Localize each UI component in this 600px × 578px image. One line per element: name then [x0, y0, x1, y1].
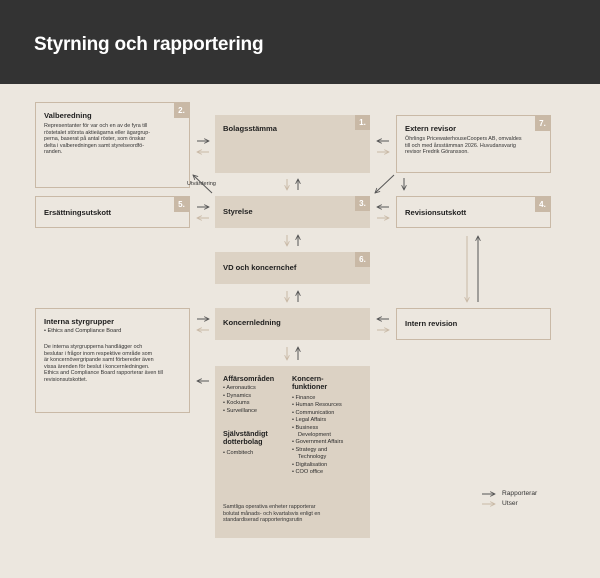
koncernfunktioner-item: • COO office	[292, 469, 343, 476]
koncernfunktioner-item: • Digitalisation	[292, 462, 343, 469]
styrelse-title: Styrelse	[223, 207, 253, 216]
operations-note-line: Samtliga operativa enheter rapporterar	[223, 504, 316, 510]
valberedning-desc-line: perna, baserat på antal röster, som önskar	[44, 136, 146, 143]
koncernfunktioner-title-line: funktioner	[292, 382, 328, 392]
dotterbolag-title-line: dotterbolag	[223, 437, 263, 447]
valberedning-desc-line: randen.	[44, 149, 63, 156]
legend-owns-label: Utser	[502, 500, 518, 507]
operations-note-line: bolutat månads- och kvartalsvis enligt en	[223, 510, 321, 517]
bolagsstamma-number: 1.	[355, 115, 370, 130]
dotterbolag-item: • Combitech	[223, 450, 253, 458]
koncernfunktioner-item: • Human Resources	[292, 402, 343, 409]
revisionsutskott-number: 4.	[535, 197, 550, 212]
affarsomraden-item: • Surveillance	[223, 408, 257, 416]
extern-revisor-desc-line: Öhrlings PricewaterhouseCoopers AB, omvaldes	[405, 136, 522, 142]
interna-desc-line: är koncernövergripande samt förbereder även	[44, 357, 154, 364]
interna-title: Interna styrgrupper	[44, 317, 115, 326]
interna-desc-line: De interna styrgrupperna handlägger och	[44, 344, 143, 350]
styrelse-number: 3.	[355, 196, 370, 211]
affarsomraden-title: Affärsområden	[223, 374, 275, 383]
koncernfunktioner-title-line: Koncern-	[292, 374, 324, 383]
koncernfunktioner-item: • Finance	[292, 395, 343, 402]
ersattningsutskott-number: 5.	[174, 197, 189, 212]
valberedning-desc-line: Representanter för var och en av de fyra till	[44, 123, 148, 129]
arrow-revisor-diagonal	[375, 175, 394, 193]
interna-desc-line: Ethics and Compliance Board rapporterar även till	[44, 370, 163, 377]
legend-reports-label: Rapporterar	[502, 490, 538, 497]
intern-revision-title: Intern revision	[405, 319, 458, 328]
valberedning-desc-line: delta i valberedningen samt styrelseordfö-	[44, 142, 145, 149]
interna-list-item: • Ethics and Compliance Board	[44, 328, 121, 336]
extern-revisor-desc-line: till och med årsstämman 2026. Huvudansvarig	[405, 142, 516, 149]
extern-revisor-desc-line: revisor Fredrik Göransson.	[405, 149, 469, 156]
vd-number: 6.	[355, 252, 370, 267]
koncernfunktioner-item: • Strategy and	[292, 447, 343, 454]
vd-title: VD och koncernchef	[223, 263, 297, 272]
revisionsutskott-title: Revisionsutskott	[405, 208, 467, 217]
bolagsstamma-title: Bolagsstämma	[223, 124, 278, 133]
koncernfunktioner-item-cont: Technology	[298, 454, 327, 461]
affarsomraden-item: • Dynamics	[223, 393, 257, 401]
valberedning-number: 2.	[174, 103, 189, 118]
koncernfunktioner-item: • Legal Affairs	[292, 417, 343, 424]
dotterbolag-title-line: Självständigt	[223, 429, 268, 438]
extern-revisor-title: Extern revisor	[405, 124, 457, 133]
koncernfunktioner-item-cont: Development	[298, 432, 331, 439]
koncernfunktioner-item: • Government Affairs	[292, 439, 343, 446]
arrow-utvardering	[193, 175, 212, 193]
affarsomraden-item: • Aeronautics	[223, 385, 257, 393]
koncernfunktioner-item: • Business	[292, 425, 343, 432]
utvardering-label: Utvärdering	[187, 181, 216, 187]
operations-note-line: standardiserad rapporteringsrutin	[223, 517, 303, 524]
extern-revisor-number: 7.	[535, 116, 550, 131]
koncernfunktioner-item: • Communication	[292, 410, 343, 417]
interna-desc-line: beslutar i frågor inom respektive område som	[44, 350, 153, 357]
ersattningsutskott-title: Ersättningsutskott	[44, 208, 112, 217]
interna-desc-line: vissa ärenden för beslut i koncernledningen.	[44, 363, 150, 370]
interna-desc-line: revisionsutskottet.	[44, 376, 88, 383]
affarsomraden-item: • Kockums	[223, 400, 257, 408]
koncernledning-title: Koncernledning	[223, 318, 281, 327]
valberedning-title: Valberedning	[44, 111, 92, 120]
page-title: Styrning och rapportering	[34, 34, 264, 55]
valberedning-desc-line: röstetalet största aktieägarna eller ägargrup-	[44, 129, 151, 136]
